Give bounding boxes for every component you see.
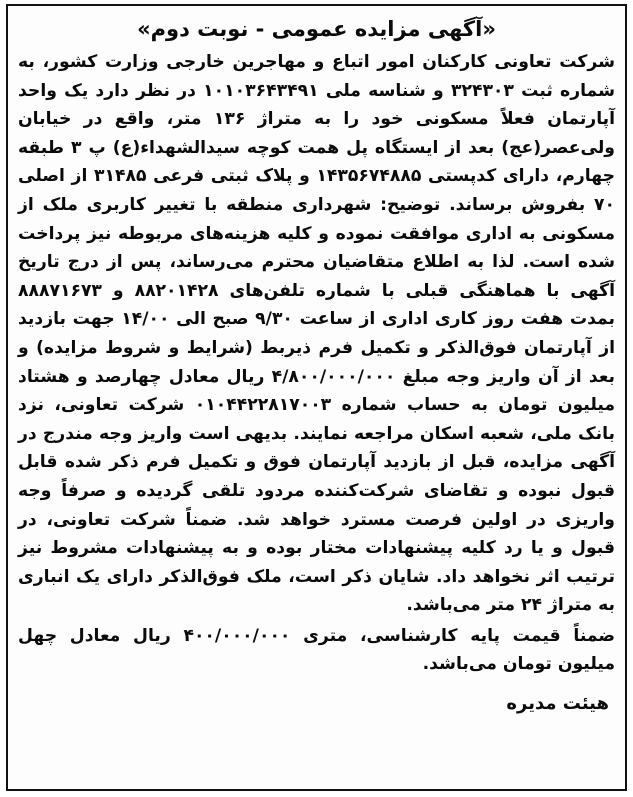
notice-title: «آگهی مزایده عمومی - نوبت دوم» — [137, 17, 496, 41]
notice-signature: هیئت مدیره — [506, 693, 609, 715]
notice-body: شرکت تعاونی کارکنان امور اتباع و مهاجرین خارجی وزارت کشور، به شماره ثبت ۳۲۴۳۰۳ و شناسه ملی ۱۰۱۰۳۶۴۳۴۹۱ در نظر دارد یک واحد آپارتمان فعلاً مسکونی خود را به متراژ ۱۳۶ متر، واقع در خیابان ولی‌عصر(عج) بعد از ایستگاه پل همت کوچه سیدالشهداء(ع) پ ۳ طبقه چهارم، دارای کدپستی ۱۴۳۵۶۷۴۸۸۵ و پلاک ثبتی فرعی ۳۱۴۸۵ از اصلی ۷۰ بفروش برساند. توضیح: شهرداری منطقه با تغییر کاربری ملک از مسکونی به اداری موافقت نموده و کلیه هزینه‌های مربوطه نیز پرداخت شده است. لذا به اطلاع متقاضیان محترم می‌رساند، پس از درج تاریخ آگهی با هماهنگی قبلی با شماره تلفن‌های ۸۸۲۰۱۴۲۸ و ۸۸۸۷۱۶۷۳ بمدت هفت روز کاری اداری از ساعت ۹/۳۰ صبح الی ۱۴/۰۰ جهت بازدید از آپارتمان فوق‌الذکر و تکمیل فرم ذیربط (شرایط و شروط مزایده) و بعد از آن واریز وجه مبلغ ۴/۸۰۰/۰۰۰/۰۰۰ ریال معادل چهارصد و هشتاد میلیون تومان به حساب شماره ۰۱۰۴۴۲۲۸۱۷۰۰۳ شرکت تعاونی، نزد بانک ملی، شعبه اسکان مراجعه نمایند. بدیهی است واریز وجه مندرج در آگهی مزایده، قبل از بازدید آپارتمان فوق و تکمیل فرم ذکر شده قابل قبول نبوده و تقاضای شرکت‌کننده مردود تلقی گردیده و صرفاً وجه واریزی در اولین فرصت مسترد خواهد شد. ضمناً شرکت تعاونی، در قبول و یا رد کلیه پیشنهادات مختار بوده و به پیشنهادات مشروط نیز ترتیب اثر نخواهد داد. شایان ذکر است، ملک فوق‌الذکر دارای یک انباری به متراژ ۲۴ متر می‌باشد. — [18, 52, 616, 616]
notice-price-note: ضمناً قیمت پایه کارشناسی، متری ۴۰۰/۰۰۰/۰۰۰ ریال معادل چهل میلیون تومان می‌باشد. — [18, 625, 615, 675]
auction-notice — [6, 4, 627, 791]
